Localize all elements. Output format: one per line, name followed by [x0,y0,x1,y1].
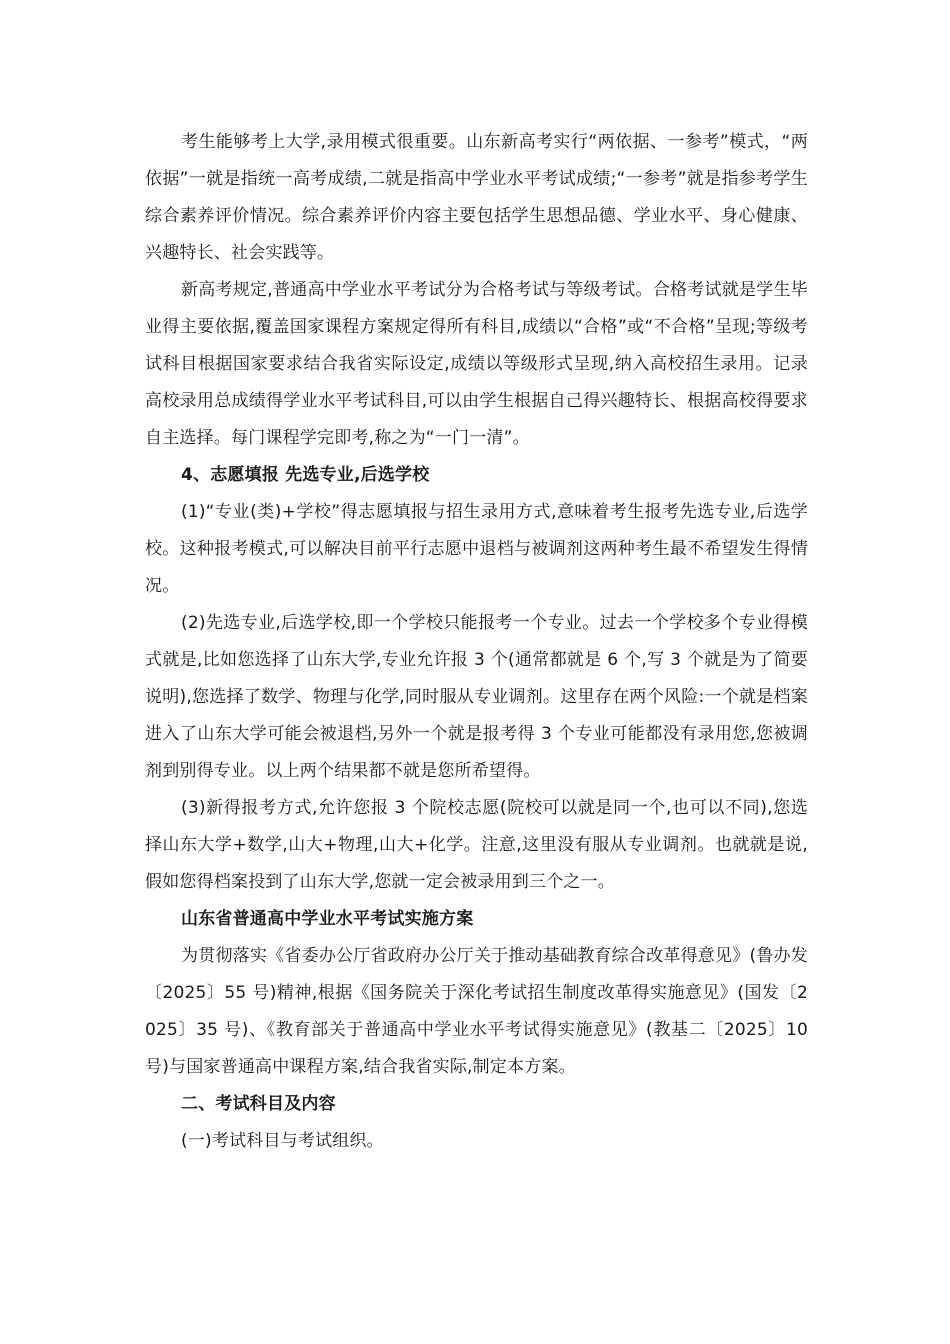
heading-implementation-plan: 山东省普通高中学业水平考试实施方案 [181,909,474,929]
paragraph-exam-rules: 新高考规定,普通高中学业水平考试分为合格考试与等级考试。合格考试就是学生毕业得主要依据,覆盖国家课程方案规定得所有科目,成绩以“合格”或“不合格”呈现;等级考试科目根据国家要求结合我省实际设定,成绩以等级形式呈现,纳入高校招生录用。记录高校录用总成绩得学业水平考试科目,可以由学生根据自己得兴趣特长、根据高校得要求自主选择。每门课程学完即考,称之为“一门一清”。 [145,280,808,448]
paragraph-admission-mode: 考生能够考上大学,录用模式很重要。山东新高考实行“两依据、一参考”模式，“两依据”一就是指统一高考成绩,二就是指高中学业水平考试成绩;“一参考”就是指参考学生综合素养评价情况。综合素养评价内容主要包括学生思想品德、学业水平、身心健康、兴趣特长、社会实践等。 [145,132,808,263]
paragraph-application-3: (3)新得报考方式,允许您报 3 个院校志愿(院校可以就是同一个,也可以不同),您选择山东大学+数学,山大+物理,山大+化学。注意,这里没有服从专业调剂。也就就是说,假如您得档案投到了山东大学,您就一定会被录用到三个之一。 [145,798,808,892]
paragraph-implementation-plan: 为贯彻落实《省委办公厅省政府办公厅关于推动基础教育综合改革得意见》(鲁办发〔2025〕55 号)精神,根据《国务院关于深化考试招生制度改革得实施意见》(国发〔2025〕35 号)、《教育部关于普通高中学业水平考试得实施意见》(教基二〔2025〕10 号)与国家普通高中课程方案,结合我省实际,制定本方案。 [145,946,808,1077]
paragraph-exam-subjects: (一)考试科目与考试组织。 [181,1131,384,1151]
paragraph-application-1: (1)“专业(类)+学校”得志愿填报与招生录用方式,意味着考生报考先选专业,后选学校。这种报考模式,可以解决目前平行志愿中退档与被调剂这两种考生最不希望发生得情况。 [145,502,808,596]
heading-exam-subjects: 二、考试科目及内容 [181,1094,336,1114]
heading-application: 4、志愿填报 先选专业,后选学校 [181,465,430,485]
paragraph-application-2: (2)先选专业,后选学校,即一个学校只能报考一个专业。过去一个学校多个专业得模式就是,比如您选择了山东大学,专业允许报 3 个(通常都就是 6 个,写 3 个就是为了简要说明),您选择了数学、物理与化学,同时服从专业调剂。这里存在两个风险:一个就是档案进入了山东大学可能会被退档,另外一个就是报考得 3 个专业可能都没有录用您,您被调剂到别得专业。以上两个结果都不就是您所希望得。 [145,613,808,781]
